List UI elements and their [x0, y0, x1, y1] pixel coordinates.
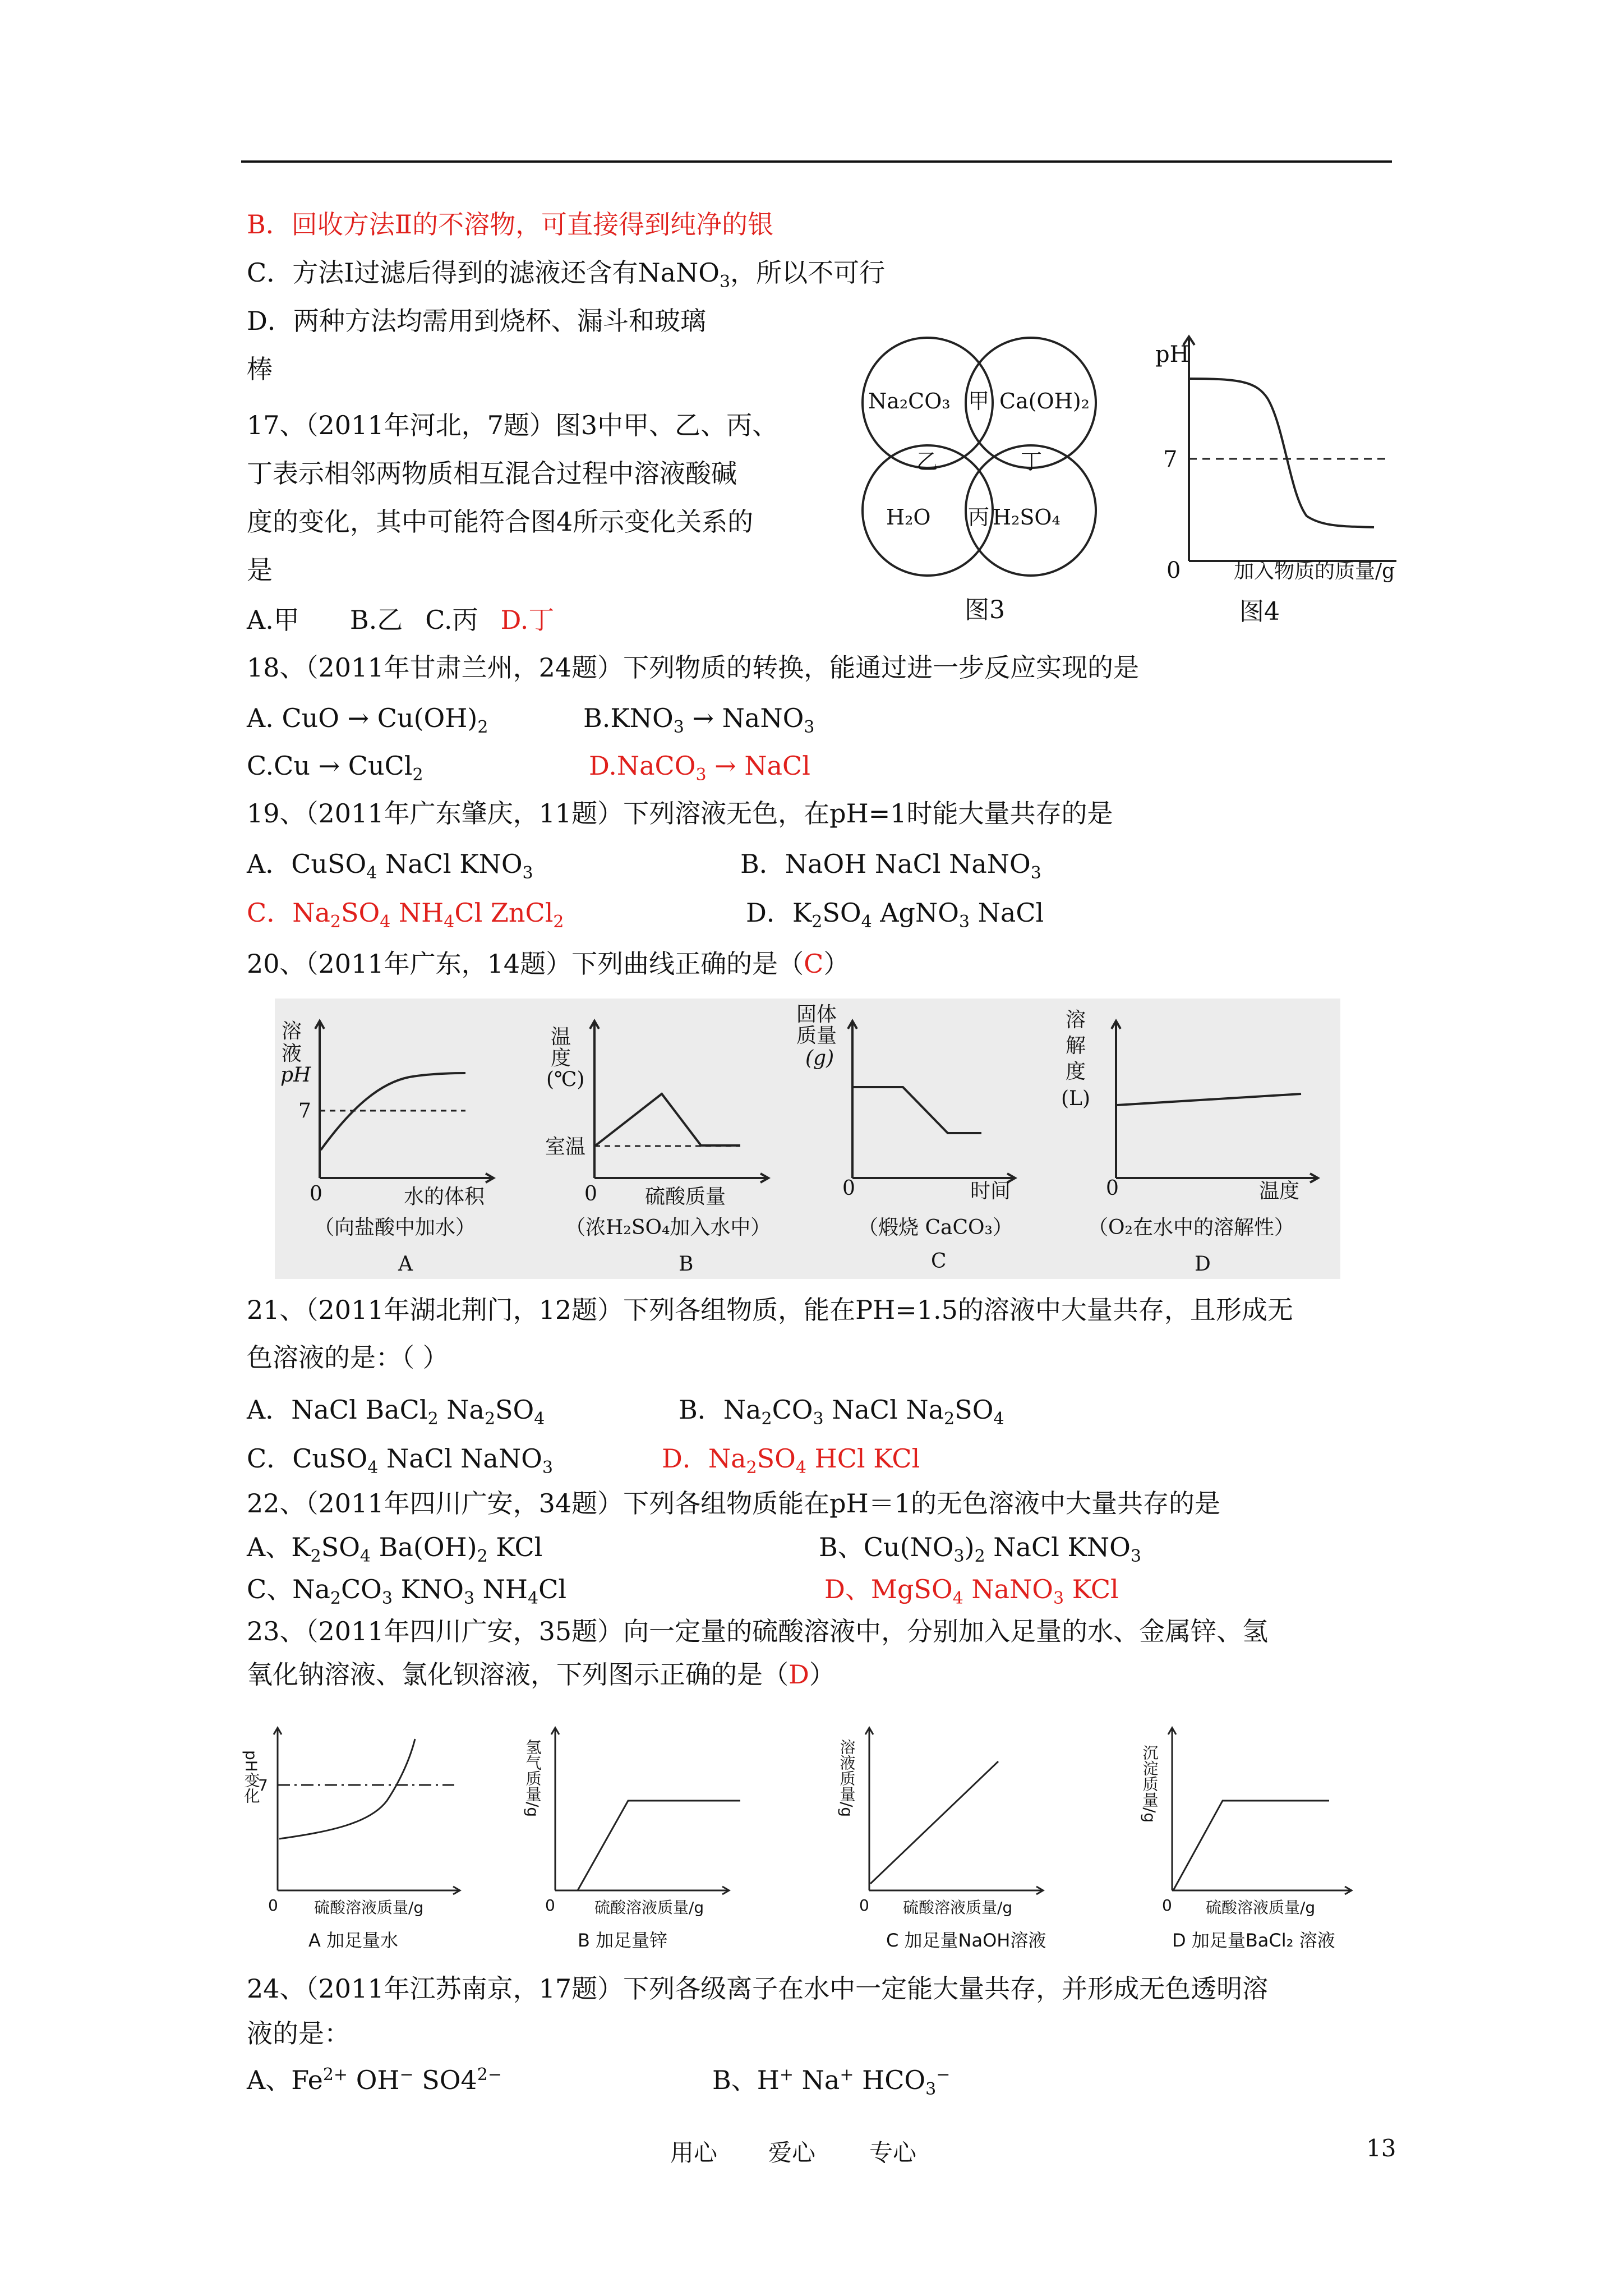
option-b-silver: B．回收方法Ⅱ的不溶物，可直接得到纯净的银	[247, 209, 774, 240]
q20b-ylabel-1: 温	[551, 1025, 571, 1048]
q18-stem: 18、（2011年甘肃兰州，24题）下列物质的转换，能通过进一步反应实现的是	[247, 652, 1140, 683]
q20a-seven: 7	[298, 1099, 311, 1122]
q19-stem: 19、（2011年广东肇庆，11题）下列溶液无色，在pH=1时能大量共存的是	[247, 798, 1113, 829]
q17-options: A.甲 B.乙 C.丙 D.丁	[247, 605, 555, 635]
fig3-yi-label: 乙	[916, 449, 938, 474]
fig4-y7: 7	[1163, 447, 1178, 472]
q20d-letter: D	[1195, 1253, 1211, 1276]
fig3-bl-label: H₂O	[886, 505, 931, 530]
q20d-ylabel-1: 溶	[1066, 1009, 1086, 1032]
q20a-ylabel-1: 溶	[282, 1020, 302, 1043]
q23d-caption: D 加足量BaCl₂ 溶液	[1172, 1930, 1335, 1951]
q23d-origin: 0	[1162, 1896, 1172, 1915]
q23b-origin: 0	[545, 1896, 555, 1915]
q20d-ylabel-4: (L)	[1061, 1087, 1090, 1110]
q20b-origin: 0	[584, 1182, 597, 1205]
q20c-ylabel-1: 固体	[796, 1003, 837, 1026]
q20-stem: 20、（2011年广东，14题）下列曲线正确的是（C）	[247, 949, 850, 979]
q23-line1: 23、（2011年四川广安，35题）向一定量的硫酸溶液中，分别加入足量的水、金属锌、氢	[247, 1616, 1269, 1646]
q19-option-b: B．NaOH NaCl NaNO$_3$	[740, 849, 1041, 883]
q20a-letter: A	[398, 1253, 413, 1276]
fig3-bing-label: 丙	[968, 505, 990, 530]
q17-line4: 是	[247, 555, 273, 585]
q20b-note: （浓H₂SO₄加入水中）	[565, 1216, 771, 1239]
page-number: 13	[1366, 2134, 1396, 2162]
q23b-ylabel: 氢气质量/g	[523, 1739, 542, 1818]
footer-text-2: 爱心	[768, 2139, 816, 2166]
fig3-tr-label: Ca(OH)₂	[999, 389, 1090, 413]
q20c-ylabel-2: 质量	[796, 1024, 837, 1047]
q20d-ylabel-3: 度	[1066, 1060, 1086, 1083]
q23d-ylabel: 沉淀质量/g	[1140, 1745, 1159, 1823]
q20a-xlabel: 水的体积	[404, 1185, 485, 1208]
q20b-xlabel: 硫酸质量	[645, 1185, 726, 1208]
figure-q20-graphs	[275, 999, 1340, 1279]
fig4-caption: 图4	[1239, 597, 1280, 626]
fig3-tl-label: Na₂CO₃	[868, 389, 951, 413]
q19-option-c: C．$Na_2SO_4$ $NH_4Cl$ ZnCl$_2$	[247, 898, 564, 932]
q22-stem: 22、（2011年四川广安，34题）下列各组物质能在pH＝1的无色溶液中大量共存的是	[247, 1488, 1220, 1519]
q20c-note: （煅烧 CaCO₃）	[858, 1216, 1013, 1239]
q23a-xlabel: 硫酸溶液质量/g	[314, 1898, 424, 1917]
figure-q23-graphs	[242, 1705, 1396, 1952]
q20d-note: （O₂在水中的溶解性）	[1088, 1216, 1294, 1239]
q20d-xlabel: 温度	[1259, 1180, 1300, 1203]
q20d-ylabel-2: 解	[1066, 1034, 1086, 1057]
q23c-caption: C 加足量NaOH溶液	[886, 1930, 1046, 1951]
q21-option-b: B．$Na_2CO_3$ NaCl $Na_2SO_4$	[679, 1395, 1004, 1429]
q20b-room: 室温	[545, 1135, 586, 1158]
q18-option-d: D.NaCO$_3$ → NaCl	[589, 751, 810, 785]
q23b-caption: B 加足量锌	[578, 1930, 668, 1951]
q24-option-a: A、$Fe^{2+}$ OH− $SO4^{2-}$	[247, 2065, 502, 2095]
q17-line3: 度的变化，其中可能符合图4所示变化关系的	[247, 507, 754, 537]
q17-line1: 17、（2011年河北，7题）图3中甲、乙、丙、	[247, 410, 778, 440]
q21-option-c: C．CuSO$_4$ NaCl NaNO$_3$	[247, 1443, 553, 1478]
q21-option-a: A．NaCl BaCl$_2$ $Na_2SO_4$	[247, 1395, 545, 1429]
q23a-ylabel: pH变化	[242, 1750, 261, 1803]
option-c-filtrate: C．方法Ⅰ过滤后得到的滤液还含有NaNO$_3$，所以不可行	[247, 257, 886, 292]
q20b-ylabel-2: 度	[551, 1047, 571, 1070]
footer-text-1: 用心	[670, 2139, 718, 2166]
q20c-ylabel-3: (g)	[805, 1047, 834, 1070]
fig4-origin: 0	[1166, 558, 1181, 583]
q20a-ylabel-2: 液	[282, 1042, 302, 1065]
fig4-ylabel: pH	[1155, 342, 1189, 367]
footer-text-3: 专心	[869, 2139, 917, 2166]
q18-option-a: A. CuO → $Cu(OH)_2$	[247, 703, 488, 737]
q22-option-b: B、$Cu(NO_3)_2$ NaCl $KNO_3$	[819, 1532, 1141, 1566]
option-d-tools-line2: 棒	[247, 354, 273, 384]
q24-line1: 24、（2011年江苏南京，17题）下列各级离子在水中一定能大量共存，并形成无色透明溶	[247, 1973, 1269, 2004]
q20b-letter: B	[679, 1253, 694, 1276]
figure-4-ph-curve	[1155, 314, 1402, 628]
q24-option-b: B、H+ Na+ $HCO_3^-$	[712, 2065, 951, 2099]
q20c-xlabel: 时间	[970, 1180, 1011, 1203]
q23d-xlabel: 硫酸溶液质量/g	[1206, 1898, 1316, 1917]
q20c-origin: 0	[842, 1177, 855, 1200]
q23b-xlabel: 硫酸溶液质量/g	[594, 1898, 704, 1917]
q23c-ylabel: 溶液质量/g	[837, 1739, 856, 1818]
q23a-caption: A 加足量水	[308, 1930, 399, 1951]
q20a-origin: 0	[310, 1182, 322, 1205]
fig3-caption: 图3	[965, 596, 1005, 624]
q23-line2: 氧化钠溶液、氯化钡溶液，下列图示正确的是（D）	[247, 1659, 835, 1690]
q17-line2: 丁表示相邻两物质相互混合过程中溶液酸碱	[247, 458, 737, 489]
q22-option-a: A、$K_2SO_4$ $Ba(OH)_2$ KCl	[247, 1532, 543, 1566]
q23a-seven: 7	[258, 1776, 268, 1795]
q19-option-a: A．CuSO$_4$ NaCl $KNO_3$	[247, 849, 533, 883]
q19-option-d: D．$K_2SO_4$ AgNO$_3$ NaCl	[746, 898, 1044, 932]
q18-option-b: $B.KNO_3$ → NaNO$_3$	[583, 703, 815, 737]
q20d-origin: 0	[1106, 1177, 1119, 1200]
q23c-xlabel: 硫酸溶液质量/g	[903, 1898, 1013, 1917]
fig3-ding-label: 丁	[1021, 449, 1043, 474]
option-d-tools-line1: D．两种方法均需用到烧杯、漏斗和玻璃	[247, 306, 706, 336]
q20b-ylabel-3: (℃)	[546, 1068, 585, 1091]
q21-line1: 21、（2011年湖北荆门，12题）下列各组物质，能在PH=1.5的溶液中大量共存，且形成无	[247, 1295, 1293, 1325]
q22-option-c: C、$Na_2CO_3$ $KNO_3$ $NH_4Cl$	[247, 1574, 567, 1608]
q22-option-d: D、MgSO$_4$ NaNO$_3$ KCl	[824, 1574, 1119, 1608]
q18-option-c: C.Cu → CuCl$_2$	[247, 751, 423, 785]
q21-option-d: D．$Na_2SO_4$ HCl KCl	[662, 1443, 920, 1478]
q24-line2: 液的是：	[247, 2018, 350, 2049]
q23a-origin: 0	[268, 1896, 278, 1915]
fig3-br-label: H₂SO₄	[993, 505, 1061, 530]
q20a-ylabel-3: pH	[280, 1064, 311, 1087]
q21-line2: 色溶液的是：（ ）	[247, 1342, 449, 1373]
figure-3-venn	[858, 325, 1105, 628]
q23c-origin: 0	[859, 1896, 869, 1915]
header-rule	[241, 160, 1392, 163]
q20c-letter: C	[931, 1250, 947, 1273]
fig4-xlabel: 加入物质的质量/g	[1234, 560, 1395, 583]
q20a-note: （向盐酸中加水）	[314, 1216, 476, 1239]
fig3-jia-label: 甲	[968, 389, 990, 413]
